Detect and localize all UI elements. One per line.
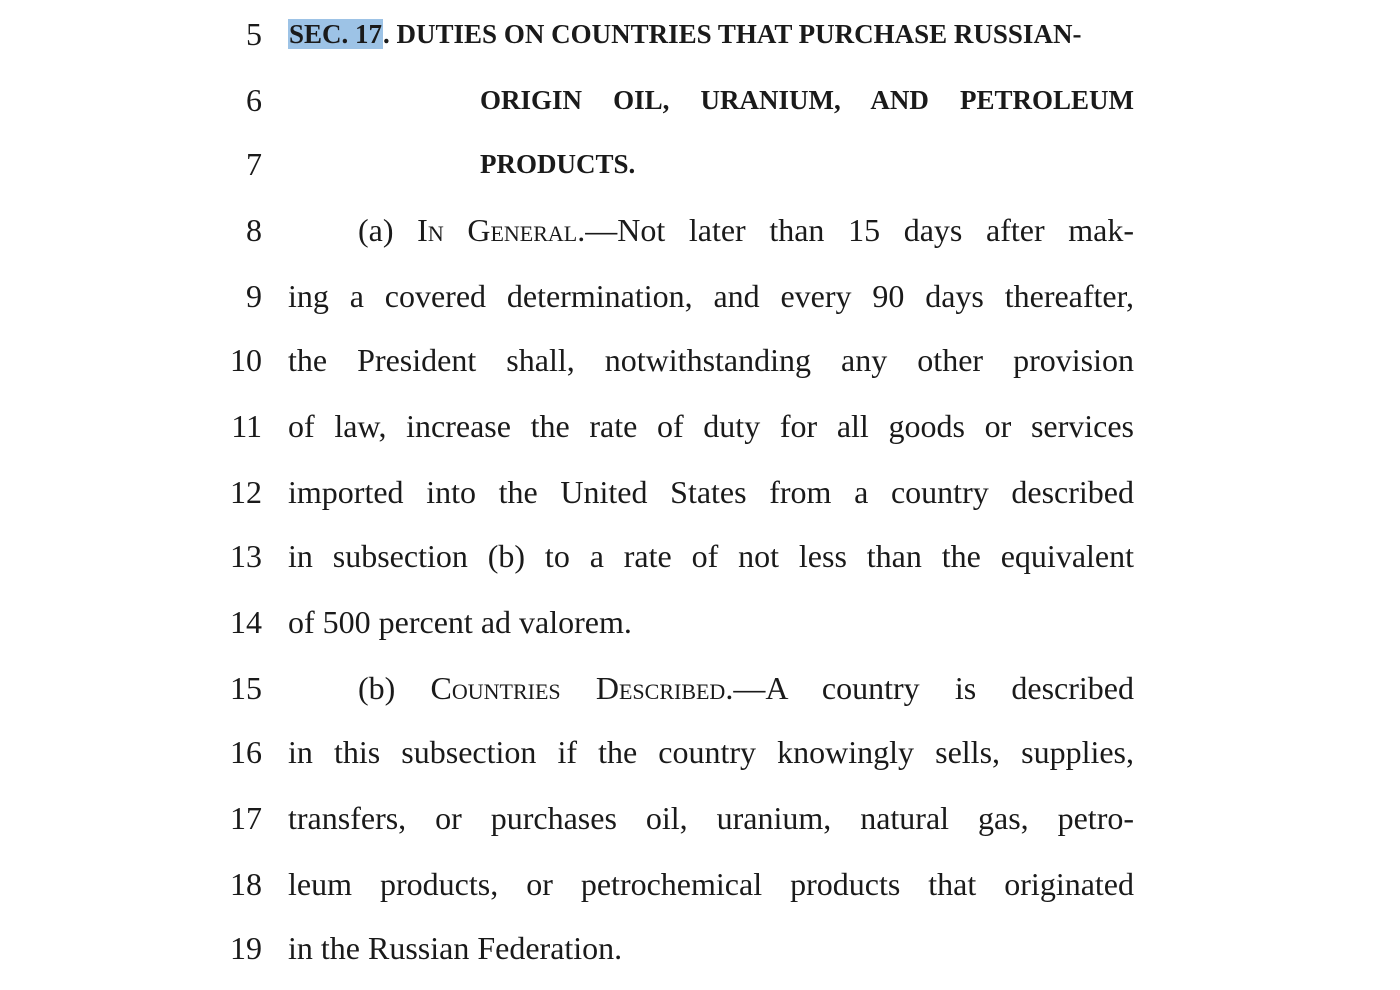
line-12 bbox=[0, 464, 1400, 520]
line-19 bbox=[0, 920, 1400, 976]
body-text: in this subsection if the country knowingly sells, supplies, bbox=[288, 734, 1134, 770]
line-8 bbox=[0, 202, 1400, 258]
line-10 bbox=[0, 332, 1400, 388]
subsection-prefix: (a) bbox=[358, 212, 418, 248]
line-17 bbox=[0, 790, 1400, 846]
line-14 bbox=[0, 594, 1400, 650]
section-heading-continued: ORIGIN OIL, URANIUM, AND PETROLEUM bbox=[480, 85, 1134, 115]
line-number: 6 bbox=[246, 82, 262, 118]
body-text: in subsection (b) to a rate of not less than the equivalent bbox=[288, 538, 1134, 574]
body-text: of 500 percent ad valorem. bbox=[288, 604, 632, 640]
line-number: 14 bbox=[230, 604, 262, 640]
body-text: leum products, or petrochemical products that originated bbox=[288, 866, 1134, 902]
subsection-text: —Not later than 15 days after mak- bbox=[585, 212, 1135, 248]
line-number: 17 bbox=[230, 800, 262, 836]
body-text: in the Russian Federation. bbox=[288, 930, 623, 966]
section-heading-text: . DUTIES ON COUNTRIES THAT PURCHASE RUSSIAN- bbox=[383, 19, 1082, 49]
line-6 bbox=[0, 72, 1400, 128]
line-number: 13 bbox=[230, 538, 262, 574]
body-text: of law, increase the rate of duty for all goods or services bbox=[288, 408, 1134, 444]
line-number: 16 bbox=[230, 734, 262, 770]
line-number: 15 bbox=[230, 670, 262, 706]
line-15 bbox=[0, 660, 1400, 716]
line-number: 10 bbox=[230, 342, 262, 378]
line-number: 7 bbox=[246, 146, 262, 182]
subsection-prefix: (b) bbox=[358, 670, 431, 706]
line-number: 12 bbox=[230, 474, 262, 510]
line-7 bbox=[0, 136, 1400, 192]
subsection-heading: In General. bbox=[417, 212, 586, 248]
line-16 bbox=[0, 724, 1400, 780]
line-18 bbox=[0, 856, 1400, 912]
highlighted-section-label[interactable]: SEC. 17 bbox=[289, 19, 383, 49]
subsection-b-start bbox=[358, 660, 1134, 716]
line-number: 8 bbox=[246, 212, 262, 248]
line-number: 11 bbox=[231, 408, 262, 444]
body-text: transfers, or purchases oil, uranium, natural gas, petro- bbox=[288, 800, 1134, 836]
subsection-a-start bbox=[358, 202, 1134, 258]
line-13 bbox=[0, 528, 1400, 584]
line-9 bbox=[0, 268, 1400, 324]
subsection-heading: Countries Described. bbox=[430, 670, 734, 706]
line-number: 9 bbox=[246, 278, 262, 314]
line-number: 18 bbox=[230, 866, 262, 902]
subsection-text: —A country is described bbox=[733, 670, 1135, 706]
line-11 bbox=[0, 398, 1400, 454]
body-text: ing a covered determination, and every 90 days thereafter, bbox=[288, 278, 1134, 314]
section-heading-end: PRODUCTS. bbox=[480, 149, 636, 179]
line-number: 5 bbox=[246, 16, 262, 52]
body-text: imported into the United States from a country described bbox=[288, 474, 1134, 510]
line-5 bbox=[0, 6, 1400, 62]
section-heading bbox=[288, 6, 1134, 62]
line-number: 19 bbox=[230, 930, 262, 966]
body-text: the President shall, notwithstanding any other provision bbox=[288, 342, 1134, 378]
